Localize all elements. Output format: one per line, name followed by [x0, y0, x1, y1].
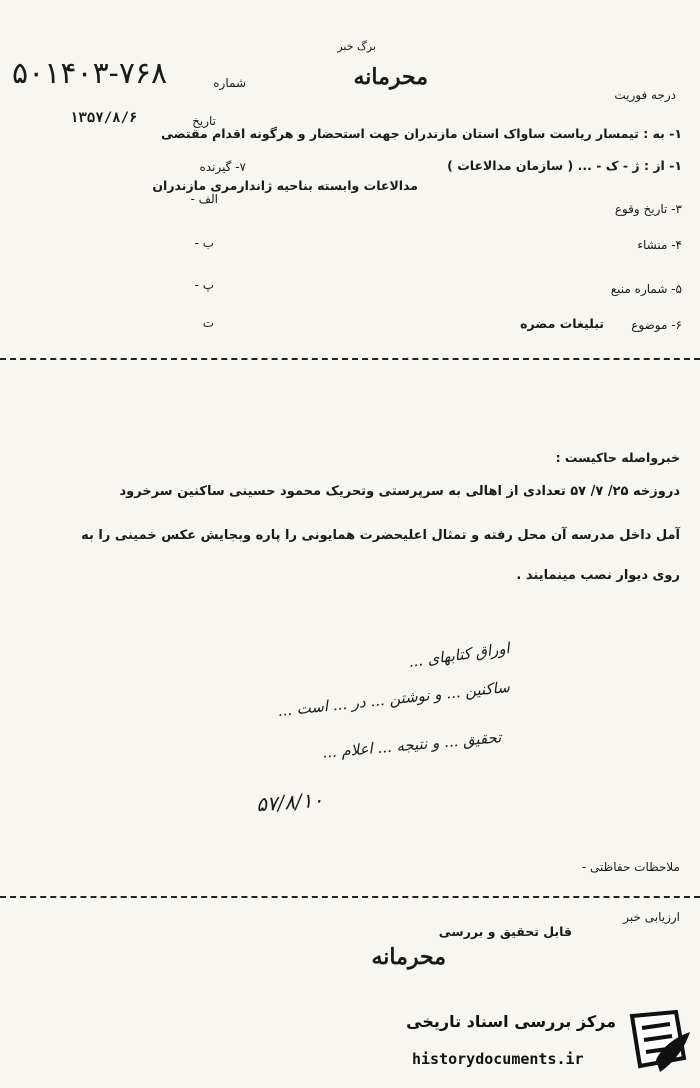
recipient-a: الف -: [190, 192, 218, 206]
field-origin: ۴- منشاء: [637, 238, 682, 252]
recipient-label: ۷- گیرنده: [199, 160, 246, 174]
field-from: ۱- از : ژ - ک - ... ( سازمان مدالاعات ): [447, 158, 682, 173]
watermark-name: مرکز بررسی اسناد تاریخی: [406, 1012, 616, 1031]
field-source-number: ۵- شماره منبع: [610, 282, 682, 296]
body-line-1: دروزخه ۲۵/ ۷/ ۵۷ تعدادی از اهالی به سرپرستی وتحریک محمود حسینی ساکنین سرخرود: [119, 484, 680, 499]
footer-confidential-stamp: محرمانه: [371, 944, 446, 970]
handwritten-line-3: تحقیق ... و نتیجه ... اعلام ...: [321, 728, 503, 762]
document-title: محرمانه: [353, 64, 428, 90]
divider-top: [0, 358, 700, 360]
priority-label: درجه فوریت: [614, 88, 676, 102]
subject-label: ۶- موضوع: [631, 318, 682, 332]
body-heading: خبرواصله حاکیست :: [555, 450, 680, 465]
field-to: ۱- به : تیمسار ریاست ساواک استان مازندران جهت استحضار و هرگونه اقدام مقتضی: [160, 126, 682, 141]
number-label: شماره: [213, 76, 246, 90]
recipient-b: ب -: [194, 236, 214, 250]
body-line-3: روی دیوار نصب مینمایند .: [516, 568, 680, 583]
handwritten-line-2: ساکنین ... و نوشتن ... در ... است ...: [276, 677, 511, 721]
handwritten-line-1: اوراق کتابهای ...: [407, 638, 511, 672]
subject-value: تبلیغات مضره: [520, 316, 604, 331]
top-note: برگ خبر: [337, 40, 376, 53]
recipient-p: پ -: [194, 278, 214, 292]
document-number: ۵۰۱۴۰۳-۷۶۸: [12, 56, 168, 91]
divider-bottom: [0, 896, 700, 898]
document-date: ۱۳۵۷/۸/۶: [70, 110, 138, 126]
handwritten-date: ۵۷/۸/۱۰: [255, 787, 324, 817]
watermark-url: historydocuments.ir: [412, 1050, 584, 1068]
body-line-2: آمل داخل مدرسه آن محل رفته و تمثال اعلیحضرت همایونی را پاره وبجایش عکس خمینی را به: [81, 528, 680, 543]
evaluation-value: قابل تحقیق و بررسی: [438, 924, 572, 939]
field-from-sub: مدالاعات وابسته بناحیه ژاندارمری مازندران: [152, 178, 418, 193]
notes-label: ملاحظات حفاظتی -: [581, 860, 680, 874]
field-date-occurrence: ۳- تاریخ وقوع: [614, 202, 682, 216]
evaluation-label: ارزیابی خبر: [623, 910, 680, 924]
recipient-t: ت: [202, 316, 214, 330]
date-label: تاریخ: [192, 114, 216, 128]
archive-logo-icon: [622, 1006, 696, 1080]
